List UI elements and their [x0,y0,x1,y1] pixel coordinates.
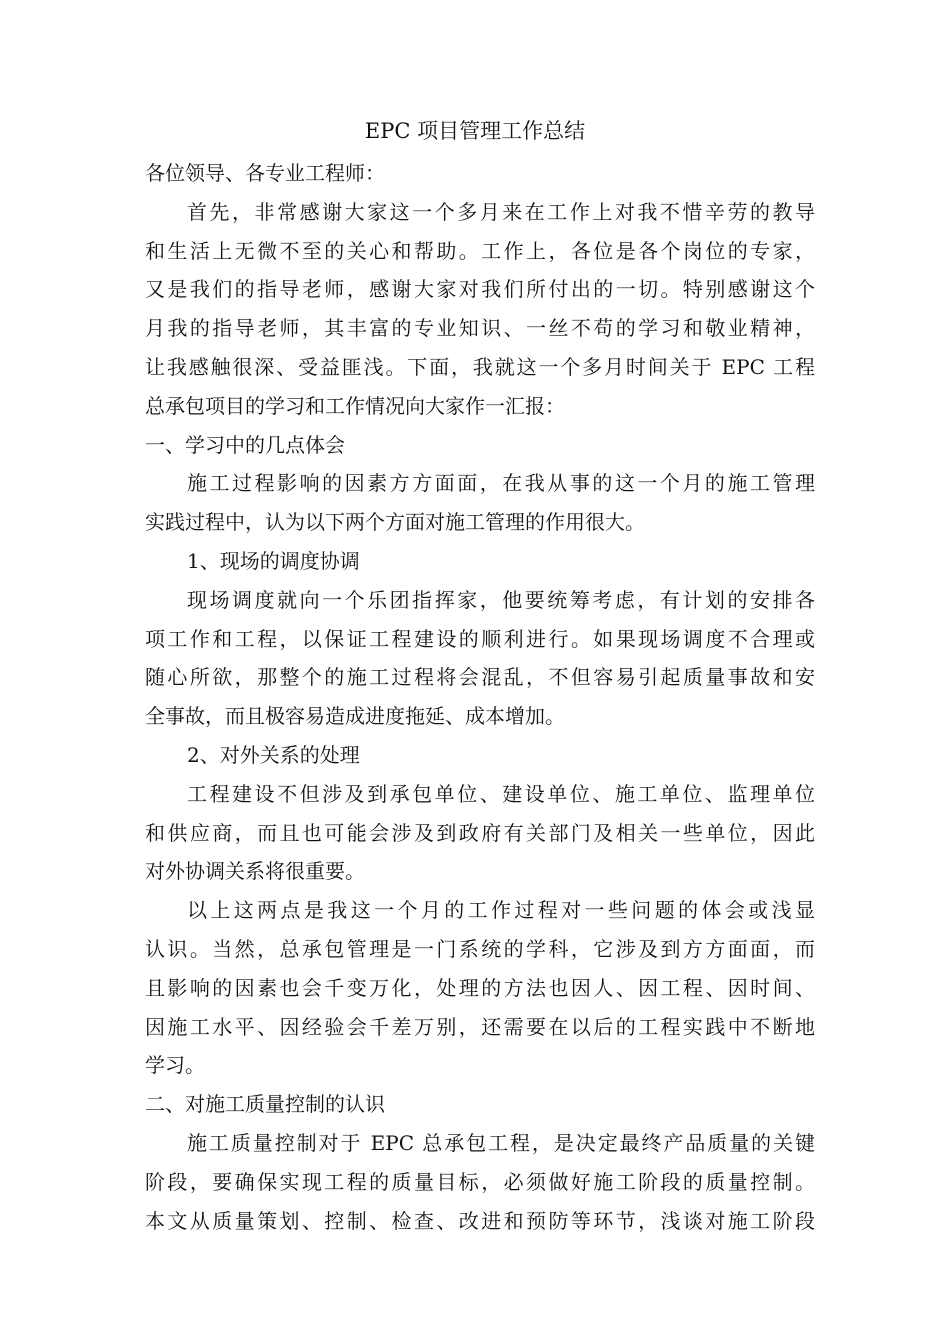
salutation-line: 各位领导、各专业工程师： [145,161,385,185]
section-heading: 二、对施工质量控制的认识 [145,1092,385,1117]
document-body [145,154,815,1240]
paragraph-line: 对外协调关系将很重要。 [145,859,365,884]
paragraph-line: 现场调度就向一个乐团指挥家，他要统筹考虑，有计划的安排各 [187,587,815,612]
paragraph-line: 且影响的因素也会千变万化，处理的方法也因人、因工程、因时间、 [145,975,815,1000]
section-heading: 一、学习中的几点体会 [145,432,345,457]
paragraph-line: 工程建设不但涉及到承包单位、建设单位、施工单位、监理单位 [187,781,815,806]
paragraph-line: 全事故，而且极容易造成进度拖延、成本增加。 [145,704,565,729]
paragraph-line: 随心所欲，那整个的施工过程将会混乱，不但容易引起质量事故和安 [145,665,815,690]
subsection-heading: 1、现场的调度协调 [187,548,360,573]
paragraph-line: 又是我们的指导老师，感谢大家对我们所付出的一切。特别感谢这个 [145,277,815,302]
paragraph-line: 让我感触很深、受益匪浅。下面，我就这一个多月时间关于 EPC 工程 [145,354,815,379]
paragraph-line: 和生活上无微不至的关心和帮助。工作上，各位是各个岗位的专家， [145,238,815,263]
paragraph-line: 实践过程中，认为以下两个方面对施工管理的作用很大。 [145,510,645,535]
paragraph-line: 本文从质量策划、控制、检查、改进和预防等环节，浅谈对施工阶段 [145,1208,815,1233]
paragraph-line: 月我的指导老师，其丰富的专业知识、一丝不苟的学习和敬业精神， [145,316,815,341]
paragraph-line: 学习。 [145,1053,205,1078]
paragraph-line: 施工质量控制对于 EPC 总承包工程，是决定最终产品质量的关键 [187,1130,815,1155]
paragraph-line: 和供应商，而且也可能会涉及到政府有关部门及相关一些单位，因此 [145,820,815,845]
subsection-heading: 2、对外关系的处理 [187,742,360,767]
paragraph-line: 因施工水平、因经验会千差万别，还需要在以后的工程实践中不断地 [145,1014,815,1039]
paragraph-line: 以上这两点是我这一个月的工作过程对一些问题的体会或浅显 [187,898,815,923]
paragraph-line: 项工作和工程，以保证工程建设的顺利进行。如果现场调度不合理或 [145,626,815,651]
paragraph-line: 施工过程影响的因素方方面面，在我从事的这一个月的施工管理 [187,471,815,496]
paragraph-line: 认识。当然，总承包管理是一门系统的学科，它涉及到方方面面，而 [145,936,815,961]
paragraph-line: 阶段，要确保实现工程的质量目标，必须做好施工阶段的质量控制。 [145,1169,815,1194]
paragraph-line: 首先，非常感谢大家这一个多月来在工作上对我不惜辛劳的教导 [187,199,815,224]
document-title: EPC 项目管理工作总结 [364,119,586,143]
paragraph-line: 总承包项目的学习和工作情况向大家作一汇报： [145,393,565,418]
